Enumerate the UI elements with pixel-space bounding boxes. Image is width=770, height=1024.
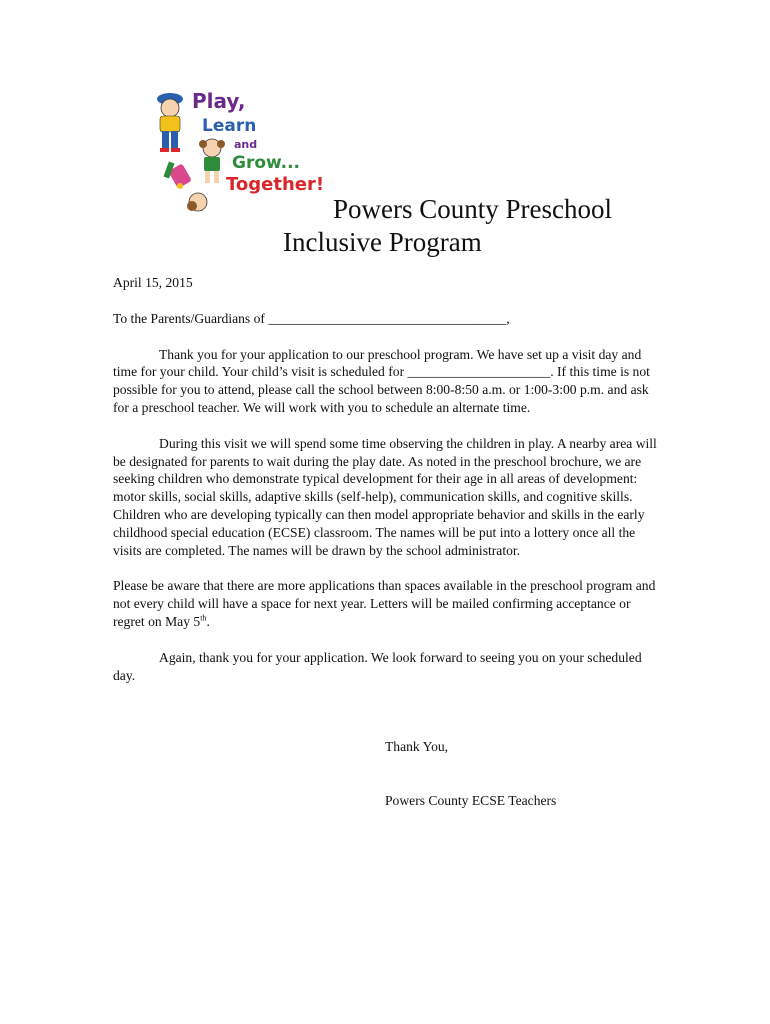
svg-text:Play,: Play, [192, 89, 246, 113]
svg-text:Learn: Learn [202, 116, 257, 136]
availability-text: Please be aware that there are more applications than spaces available in the preschool program and not every child will have a space for next year. Letters will be mailed confirming acceptance or regret on May 5 [113, 578, 656, 629]
svg-text:and: and [234, 138, 258, 151]
letter-body [113, 274, 660, 702]
paragraph-availability [113, 577, 660, 630]
cartwheel-child-icon [163, 161, 207, 211]
children-illustration-icon [146, 86, 342, 220]
availability-period: . [206, 613, 210, 629]
paragraph-thanks: Again, thank you for your application. We look forward to seeing you on your scheduled day. [113, 649, 642, 683]
paragraph-visit-schedule: Thank you for your application to our preschool program. We have set up a visit day and time for your child. Your child’s visit is scheduled for _____________________. If this time is not possible for you to attend, please call the school between 8:00-8:50 a.m. or 1:00-3:00 p.m. and ask for a preschool teacher. We will work with you to schedule an alternate time. [113, 346, 650, 415]
letter-date: April 15, 2015 [113, 275, 193, 290]
page-title-line2: Inclusive Program [283, 227, 482, 257]
svg-text:Grow...: Grow... [232, 153, 301, 173]
girl-figure-icon [199, 139, 225, 183]
svg-text:Together!: Together! [226, 174, 325, 195]
letter-signature: Powers County ECSE Teachers [385, 793, 557, 808]
boy-figure-icon [157, 93, 183, 152]
page-title-line1: Powers County Preschool [333, 194, 612, 224]
letter-salutation: To the Parents/Guardians of ___________________________________, [113, 310, 510, 326]
play-learn-grow-logo [146, 86, 342, 220]
paragraph-visit-details: During this visit we will spend some time observing the children in play. A nearby area will be designated for parents to wait during the play date. As noted in the preschool brochure, we are seeking children who demonstrate typical development for their age in all areas of development: motor skills, social skills, adaptive skills (self-help), communication skills, and cognitive skills. Children who are developing typically can then model appropriate behavior and skills in the early childhood special education (ECSE) classroom. The names will be put into a lottery once all the visits are completed. The names will be drawn by the school administrator. [113, 435, 657, 558]
date-suffix: th [200, 613, 207, 623]
letter-closing: Thank You, [385, 739, 449, 754]
